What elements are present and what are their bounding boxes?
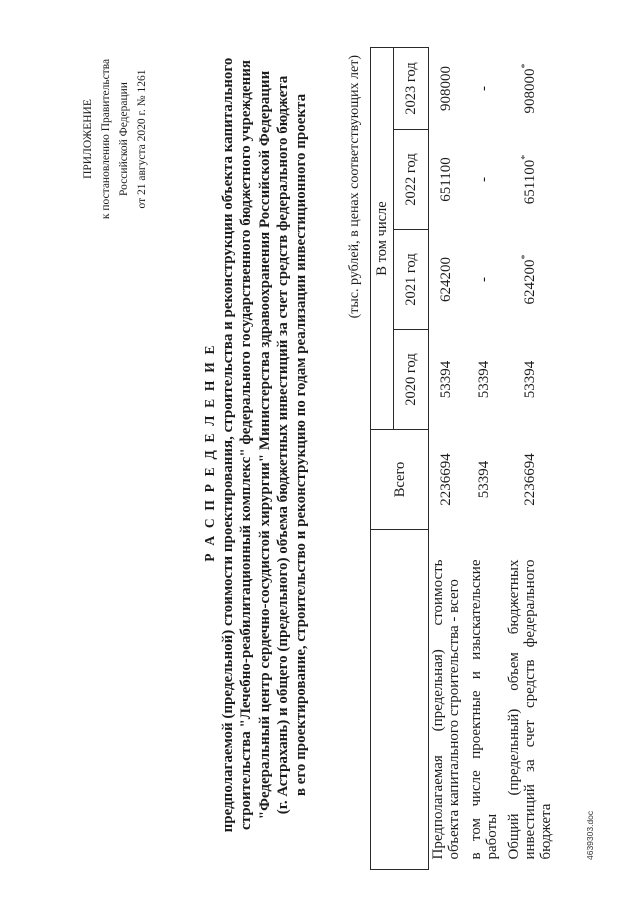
- header-year: 2020 год: [394, 330, 429, 430]
- row-year-value: [505, 47, 559, 129]
- row-total: 53394: [476, 460, 492, 499]
- table-row: [505, 47, 559, 869]
- appendix-title: ПРИЛОЖЕНИЕ: [82, 99, 94, 179]
- heading-text-block: [219, 25, 310, 865]
- row-label-line: Общий (предельный) объем бюджетных: [506, 559, 522, 860]
- row-year-value: [467, 330, 505, 430]
- row-year-value: [467, 47, 505, 129]
- row-year-value: [505, 230, 559, 330]
- value-text: 624200: [522, 259, 538, 305]
- value-text: 53394: [476, 360, 492, 399]
- header-including: В том числе: [371, 47, 394, 429]
- row-label-line: в том числе проектные и изыскательские: [468, 559, 484, 860]
- heading-text-line: строительства "Лечебно-реабилитационный комплекс" федерального государственного бюджетного учреждения: [238, 60, 255, 830]
- value-text: 651100: [522, 159, 538, 205]
- row-label: [429, 530, 468, 870]
- value-text: 908000: [522, 68, 538, 114]
- file-code: 4639303.doc: [585, 810, 595, 860]
- row-year-value: [467, 230, 505, 330]
- row-label-line: работы: [484, 813, 500, 860]
- units-note: (тыс. рублей, в ценах соответствующих лет): [347, 55, 362, 319]
- row-label-line: объекта капитального строительства - всего: [446, 579, 462, 860]
- appendix-line: Российской Федерации: [118, 82, 130, 196]
- value-text: 651100: [438, 157, 454, 202]
- footnote-mark: *: [520, 154, 531, 160]
- row-year-value: [429, 47, 468, 129]
- row-total: 2236694: [438, 453, 454, 506]
- row-total: 2236694: [522, 453, 538, 506]
- row-label-line: Предполагаемая (предельная) стоимость: [430, 559, 446, 860]
- header-label-cell: [371, 530, 429, 870]
- heading-text-line: предполагаемой (предельной) стоимости проектирования, строительства и реконструкции объекта капитального: [220, 57, 236, 833]
- row-label: [467, 530, 505, 870]
- distribution-table: [370, 47, 559, 870]
- header-year: 2023 год: [394, 47, 429, 129]
- table-header-row: [371, 47, 394, 869]
- value-text: 624200: [438, 257, 454, 302]
- footnote-mark: *: [520, 63, 531, 69]
- header-year: 2022 год: [394, 130, 429, 230]
- value-text: -: [476, 277, 492, 282]
- appendix-line: к постановлению Правительства: [100, 58, 112, 220]
- value-text: 53394: [522, 360, 538, 399]
- footnote-mark: *: [520, 254, 531, 260]
- row-year-value: [505, 130, 559, 230]
- value-text: 908000: [438, 66, 454, 111]
- value-text: 53394: [438, 360, 454, 399]
- heading-text-line: (г. Астрахань) и общего (предельного) объема бюджетных инвестиций за счет средств федерального бюджета: [274, 75, 291, 815]
- value-text: -: [476, 86, 492, 91]
- document-heading: Р А С П Р Е Д Е Л Е Н И Е: [202, 343, 217, 562]
- row-year-value: [429, 230, 468, 330]
- value-text: -: [476, 177, 492, 182]
- header-total: Всего: [371, 430, 429, 530]
- row-label-line: бюджета: [538, 803, 554, 860]
- row-year-value: [505, 330, 559, 430]
- table-row: [467, 47, 505, 869]
- row-year-value: [467, 130, 505, 230]
- table-row: [429, 47, 468, 869]
- row-label-line: инвестиций за счет средств федерального: [522, 559, 538, 860]
- row-year-value: [429, 130, 468, 230]
- header-year: 2021 год: [394, 230, 429, 330]
- row-year-value: [429, 330, 468, 430]
- heading-text-line: "Федеральный центр сердечно-сосудистой хирургии" Министерства здравоохранения Российской Федерации: [256, 70, 273, 820]
- heading-text-line: в его проектирование, строительство и реконструкцию по годам реализации инвестиционного проекта: [293, 93, 310, 797]
- appendix-line: от 21 августа 2020 г. № 1261: [136, 69, 148, 209]
- row-label: [505, 530, 559, 870]
- appendix-block: [79, 53, 151, 225]
